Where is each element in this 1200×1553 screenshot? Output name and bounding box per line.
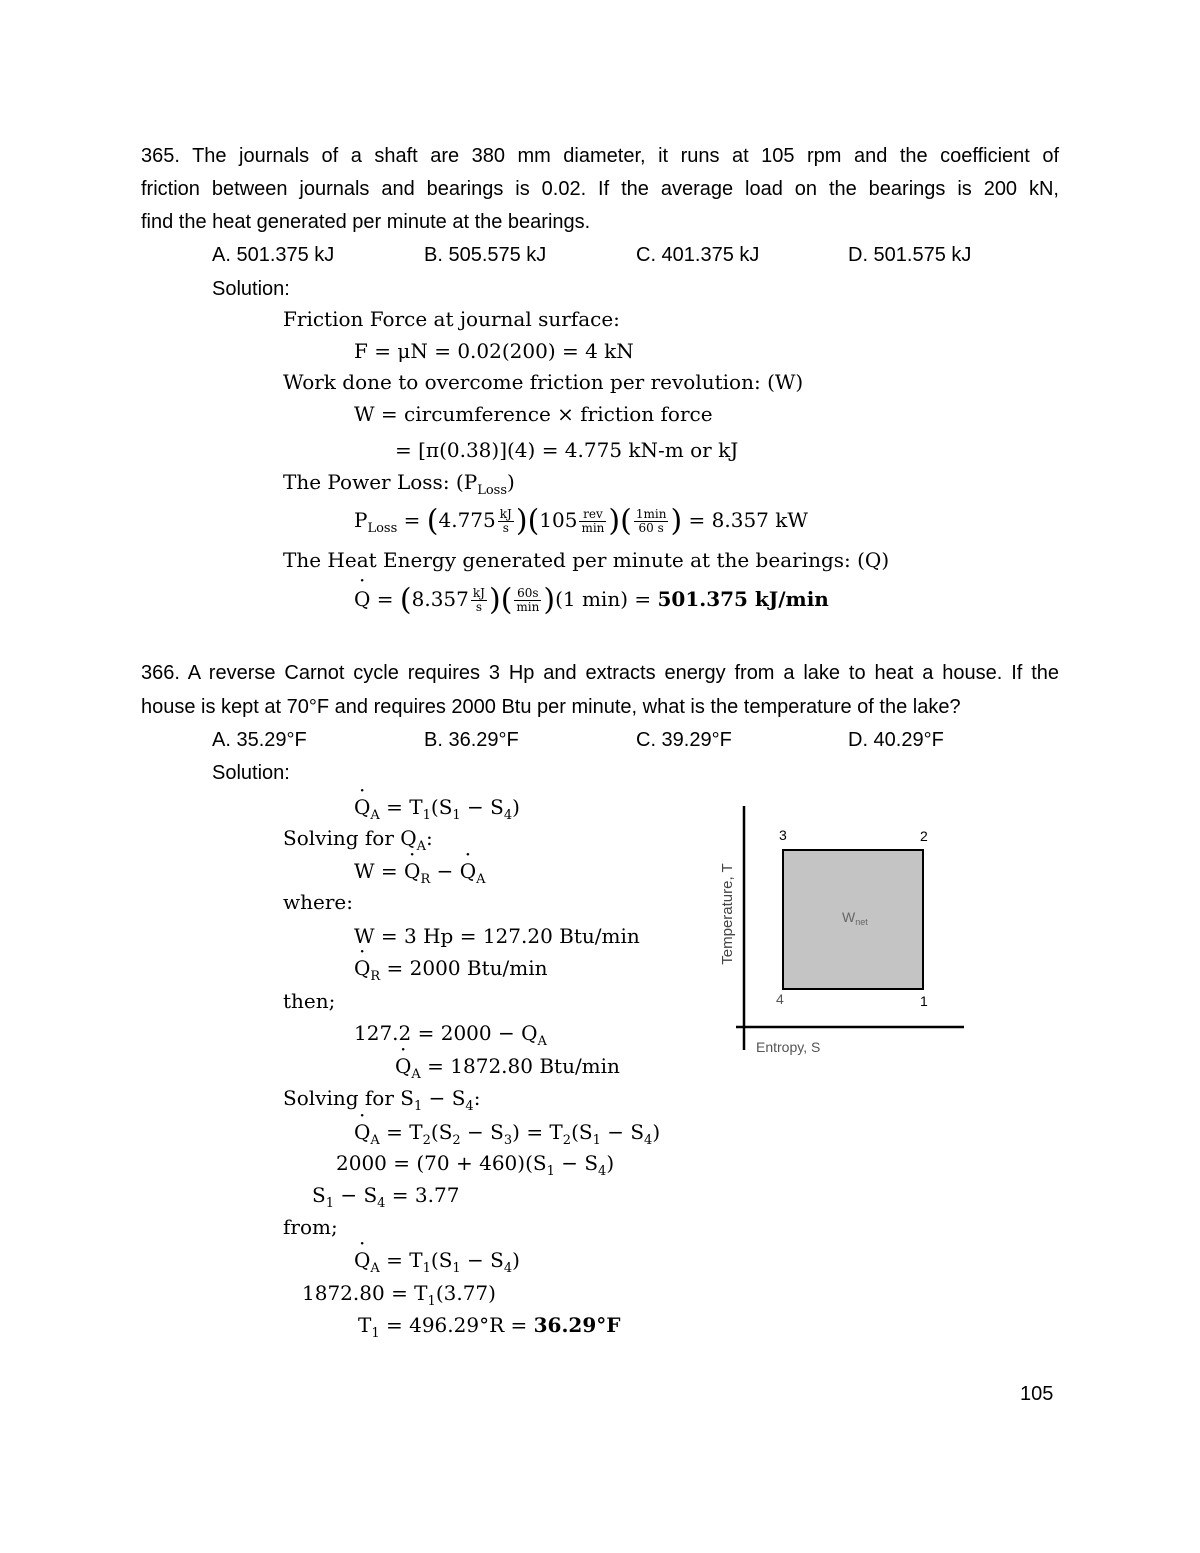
option-d: D. 501.575 kJ: [848, 244, 972, 266]
equation: · $Q_A = 1872.80$ Btu/min: [395, 1053, 620, 1079]
option-b: B. 36.29°F: [424, 729, 519, 751]
equation: W = 3 Hp = 127.20 Btu/min: [354, 924, 640, 948]
answer: 501.375 kJ/min: [657, 587, 829, 611]
corner-label: 3: [779, 827, 787, 843]
heat-equation: · Q = (8.357 $\frac{kJ}{s}$ )( $\frac{60s}{\min}$ )(1 min) = 501.375 kJ/min: [354, 584, 829, 614]
equation: · $Q_A = T_2(S_2 - S_3) = T_2(S_1 - S_4)$: [354, 1119, 660, 1145]
option-b: B. 505.575 kJ: [424, 244, 547, 266]
option-d: D. 40.29°F: [848, 729, 944, 751]
equation: $2000 = (70 + 460)(S_1 - S_4)$: [336, 1151, 615, 1179]
equation: = [π(0.38)](4) = 4.775 kN-m or kJ: [395, 438, 739, 462]
solution-step: Work done to overcome friction per revolution: (W): [283, 370, 804, 394]
solution-step: from;: [283, 1215, 338, 1239]
solution-step: The Power Loss: $(P_{Loss})$: [283, 470, 515, 498]
equation: F = μN = 0.02(200) = 4 kN: [354, 339, 634, 363]
equation: · $Q_A = T_1(S_1 - S_4)$: [354, 1247, 520, 1273]
solution-label: Solution:: [212, 278, 290, 300]
net-work-label: $W_{net}$: [842, 909, 868, 927]
power-loss-equation: $P_{Loss} = (4.775$ $\frac{kJ}{s}$ )(105 $\frac{\text{rev}}{\min}$ )( $\frac{1\min}{60 s}$ ) = 8.357 kW: [354, 503, 808, 539]
y-axis-label: Temperature, T: [719, 863, 736, 965]
equation: W = · $Q_R$ − · $Q_A$: [354, 858, 486, 884]
fraction: $\frac{1\min}{60 s}$: [635, 507, 667, 535]
page-number: 105: [1020, 1383, 1054, 1405]
option-c: C. 39.29°F: [636, 729, 732, 751]
option-c: C. 401.375 kJ: [636, 244, 760, 266]
question-line: find the heat generated per minute at the bearings.: [141, 211, 591, 233]
fraction: $\frac{\text{rev}}{\min}$: [581, 507, 605, 535]
equation: $1872.80 = T_1(3.77)$: [302, 1281, 496, 1309]
corner-label: 2: [920, 828, 928, 844]
ts-diagram: [708, 800, 970, 1056]
solution-step: Friction Force at journal surface:: [283, 307, 620, 331]
solution-step: Solving for $S_1 - S_4$:: [283, 1086, 481, 1114]
fraction: $\frac{60s}{\min}$: [516, 586, 540, 614]
equation: $127.2 = 2000 - Q_A$: [354, 1021, 547, 1049]
x-axis-label: Entropy, S: [756, 1039, 821, 1055]
fraction: $\frac{kJ}{s}$: [499, 507, 512, 535]
solution-step: Solving for $Q_A$:: [283, 826, 433, 854]
solution-step: then;: [283, 989, 336, 1013]
solution-step: where:: [283, 890, 353, 914]
question-line: house is kept at 70°F and requires 2000 Btu per minute, what is the temperature of the lake?: [141, 696, 961, 718]
corner-label: 4: [776, 991, 784, 1007]
equation: · $Q_A = T_1(S_1 - S_4)$: [354, 794, 520, 820]
equation: $S_1 - S_4 = 3.77$: [312, 1183, 460, 1211]
question-line: friction between journals and bearings is 0.02. If the average load on the bearings is 200 kN,: [141, 178, 1059, 200]
equation: W = circumference × friction force: [354, 402, 713, 426]
question-line: 365. The journals of a shaft are 380 mm diameter, it runs at 105 rpm and the coefficient of: [141, 145, 1059, 167]
solution-label: Solution:: [212, 762, 290, 784]
answer: 36.29°F: [533, 1313, 621, 1337]
equation: · $Q_R = 2000$ Btu/min: [354, 955, 548, 981]
option-a: A. 35.29°F: [212, 729, 307, 751]
fraction: $\frac{kJ}{s}$: [472, 586, 485, 614]
corner-label: 1: [920, 993, 928, 1009]
option-a: A. 501.375 kJ: [212, 244, 335, 266]
question-line: 366. A reverse Carnot cycle requires 3 Hp and extracts energy from a lake to heat a house. If the: [141, 662, 1059, 684]
equation: $T_1 = 496.29^\circ R = 36.29^\circ F$: [358, 1313, 621, 1341]
solution-step: The Heat Energy generated per minute at the bearings: (Q): [283, 548, 890, 572]
